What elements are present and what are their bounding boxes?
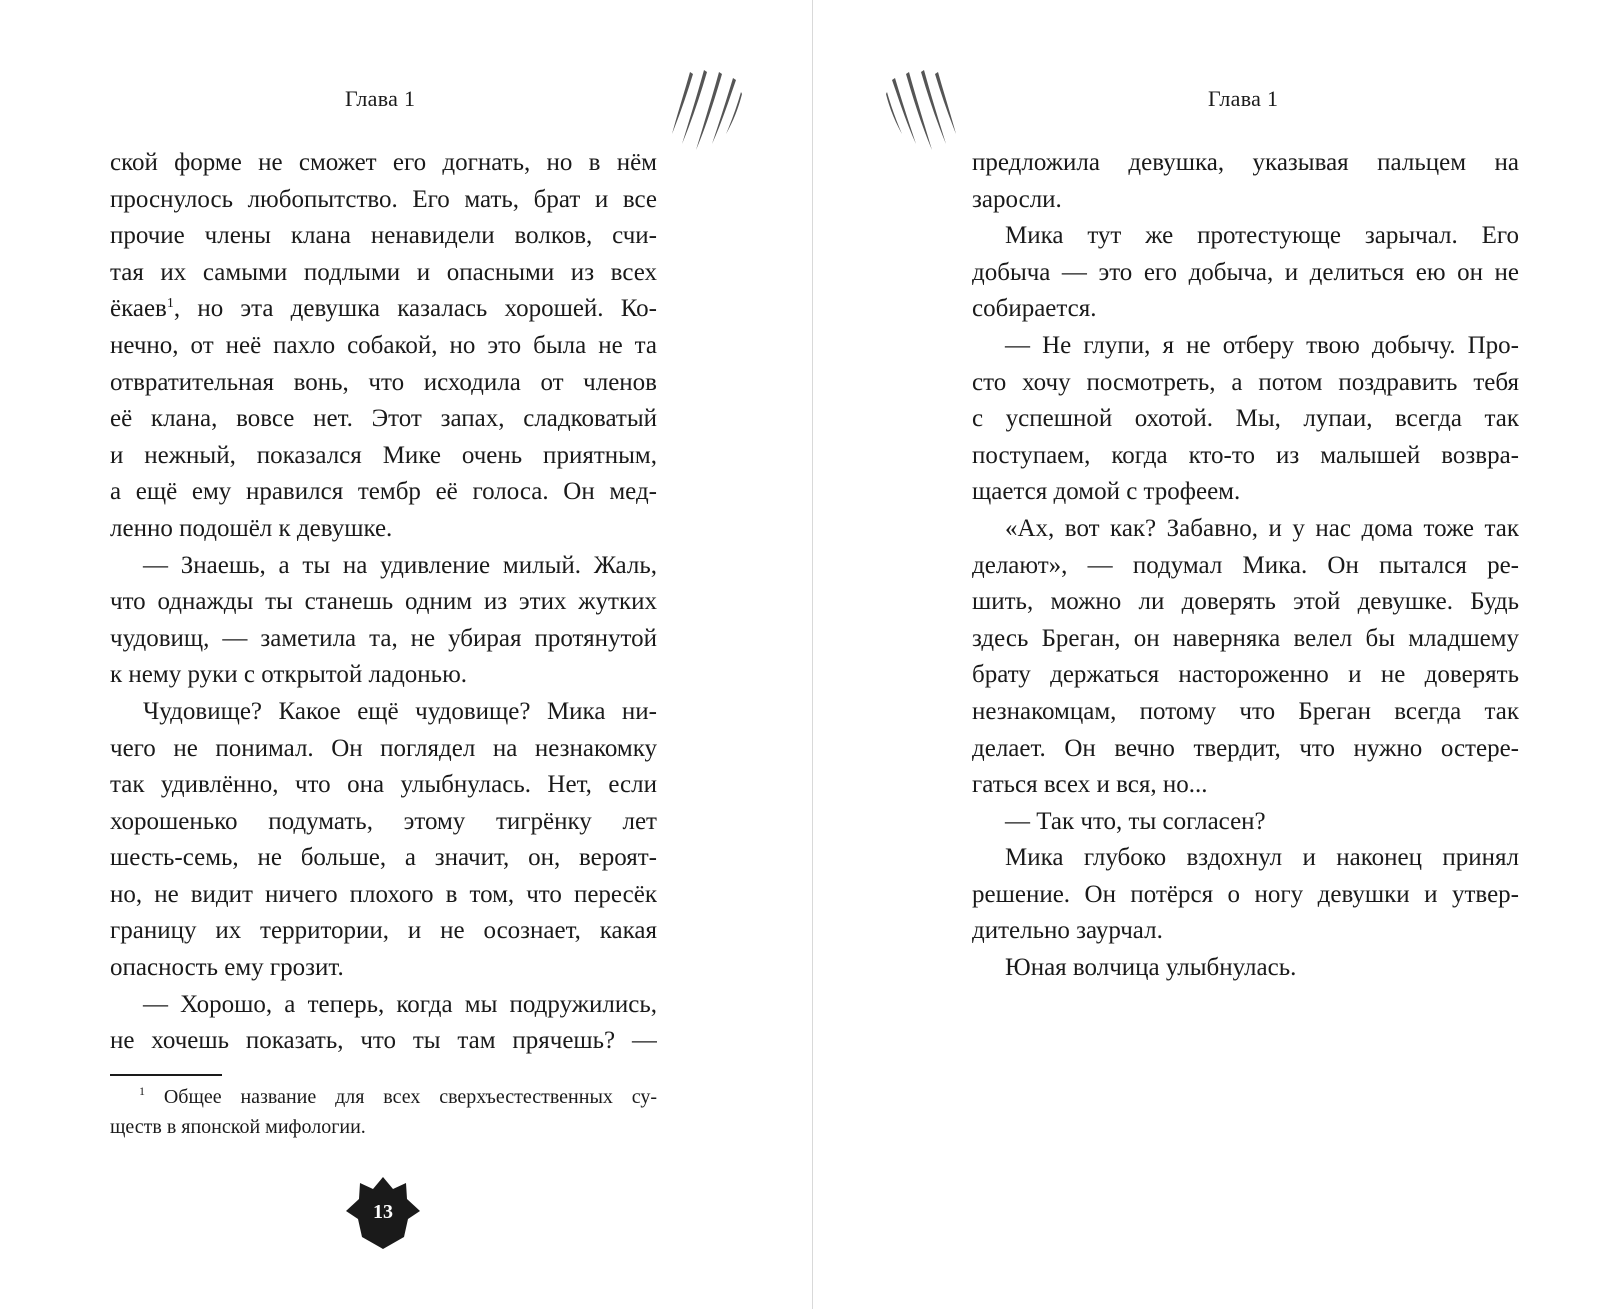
left-page	[0, 0, 811, 1309]
footnote-line	[110, 1082, 657, 1112]
text-line: границу их территории, и не осознает, какая	[110, 917, 657, 945]
right-page	[813, 0, 1624, 1309]
text-line: брату держаться настороженно и не доверять	[972, 661, 1519, 689]
text-fragment: ёкаев	[110, 295, 167, 323]
text-line: — Не глупи, я не отберу твою добычу. Про-	[1005, 331, 1519, 359]
right-page-body	[972, 145, 1519, 987]
text-line: Чудовище? Какое ещё чудовище? Мика ни-	[143, 697, 657, 725]
text-line: с успешной охотой. Мы, лупаи, всегда так	[972, 405, 1519, 433]
text-line: Юная волчица улыбнулась.	[1005, 954, 1297, 982]
text-line: делают», — подумал Мика. Он пытался ре-	[972, 551, 1519, 579]
text-line: тая их самыми подлыми и опасными из всех	[110, 258, 657, 286]
text-line: прочие члены клана ненавидели волков, счи-	[110, 222, 657, 250]
text-line: заросли.	[972, 185, 1062, 213]
footnote-text: Общее название для всех сверхъестественных су-	[145, 1086, 657, 1108]
text-line: не хочешь показать, что ты там прячешь? —	[110, 1027, 657, 1055]
text-line: незнакомцам, потому что Бреган всегда так	[972, 697, 1519, 725]
text-line: решение. Он потёрся о ногу девушки и утвер-	[972, 880, 1519, 908]
text-line: к нему руки с открытой ладонью.	[110, 661, 467, 689]
text-line: собирается.	[972, 295, 1097, 323]
text-line: ленно подошёл к девушке.	[110, 514, 393, 542]
text-line: шить, можно ли доверять этой девушке. Будь	[972, 588, 1519, 616]
text-line: добыча — это его добыча, и делиться ею он не	[972, 258, 1519, 286]
text-line: — Так что, ты согласен?	[1005, 807, 1266, 835]
running-head-left: Глава 1	[345, 86, 416, 111]
claw-marks-icon	[672, 68, 742, 152]
page-number-badge	[346, 1177, 420, 1249]
footnote	[110, 1082, 657, 1142]
text-line: чего не понимал. Он поглядел на незнакомку	[110, 734, 657, 762]
text-line: дительно заурчал.	[972, 917, 1163, 945]
text-line	[110, 291, 657, 328]
text-line: что однажды ты станешь одним из этих жутких	[110, 588, 657, 616]
text-line: проснулось любопытство. Его мать, брат и все	[110, 185, 657, 213]
text-line: её клана, вовсе нет. Этот запах, сладковатый	[110, 405, 657, 433]
text-line: делает. Он вечно твердит, что нужно остере-	[972, 734, 1519, 762]
running-head-right: Глава 1	[1208, 86, 1279, 111]
text-line: ской форме не сможет его догнать, но в нём	[110, 149, 657, 176]
text-fragment: , но эта девушка казалась хорошей. Ко-	[173, 295, 657, 323]
text-line: поступаем, когда кто-то из малышей возвра-	[972, 441, 1519, 469]
text-line: шесть-семь, не больше, а значит, он, вероят-	[110, 844, 657, 872]
text-line: но, не видит ничего плохого в том, что пересёк	[110, 880, 657, 908]
text-line: щается домой с трофеем.	[972, 478, 1241, 506]
claw-marks-icon	[886, 68, 956, 152]
text-line: так удивлённо, что она улыбнулась. Нет, если	[110, 771, 657, 799]
text-line: предложила девушка, указывая пальцем на	[972, 149, 1519, 176]
text-line: чудовищ, — заметила та, не убирая протянутой	[110, 624, 657, 652]
text-line: хорошенько подумать, этому тигрёнку лет	[110, 807, 657, 835]
text-line: и нежный, показался Мике очень приятным,	[110, 441, 657, 469]
text-line: — Знаешь, а ты на удивление милый. Жаль,	[143, 551, 657, 579]
footnote-marker: 1	[166, 296, 174, 312]
text-line: здесь Бреган, он наверняка велел бы младшему	[972, 624, 1519, 652]
text-line: нечно, от неё пахло собакой, но это была не та	[110, 331, 657, 359]
text-line: Мика тут же протестующе зарычал. Его	[1005, 222, 1519, 250]
text-line: отвратительная вонь, что исходила от членов	[110, 368, 657, 396]
text-line: опасность ему грозит.	[110, 954, 344, 982]
text-line: «Ах, вот как? Забавно, и у нас дома тоже так	[1005, 514, 1519, 542]
text-line: гаться всех и вся, но...	[972, 771, 1208, 799]
text-line: сто хочу посмотреть, а потом поздравить тебя	[972, 368, 1519, 396]
footnote-divider	[110, 1074, 222, 1076]
text-line: Мика глубоко вздохнул и наконец принял	[1005, 844, 1519, 872]
text-line: — Хорошо, а теперь, когда мы подружились,	[143, 990, 657, 1018]
footnote-line: ществ в японской мифологии.	[110, 1116, 366, 1138]
text-line: а ещё ему нравился тембр её голоса. Он мед-	[110, 478, 657, 506]
left-page-body	[110, 145, 657, 1060]
footnote-number: 1	[139, 1084, 145, 1098]
page-number: 13	[373, 1201, 393, 1223]
